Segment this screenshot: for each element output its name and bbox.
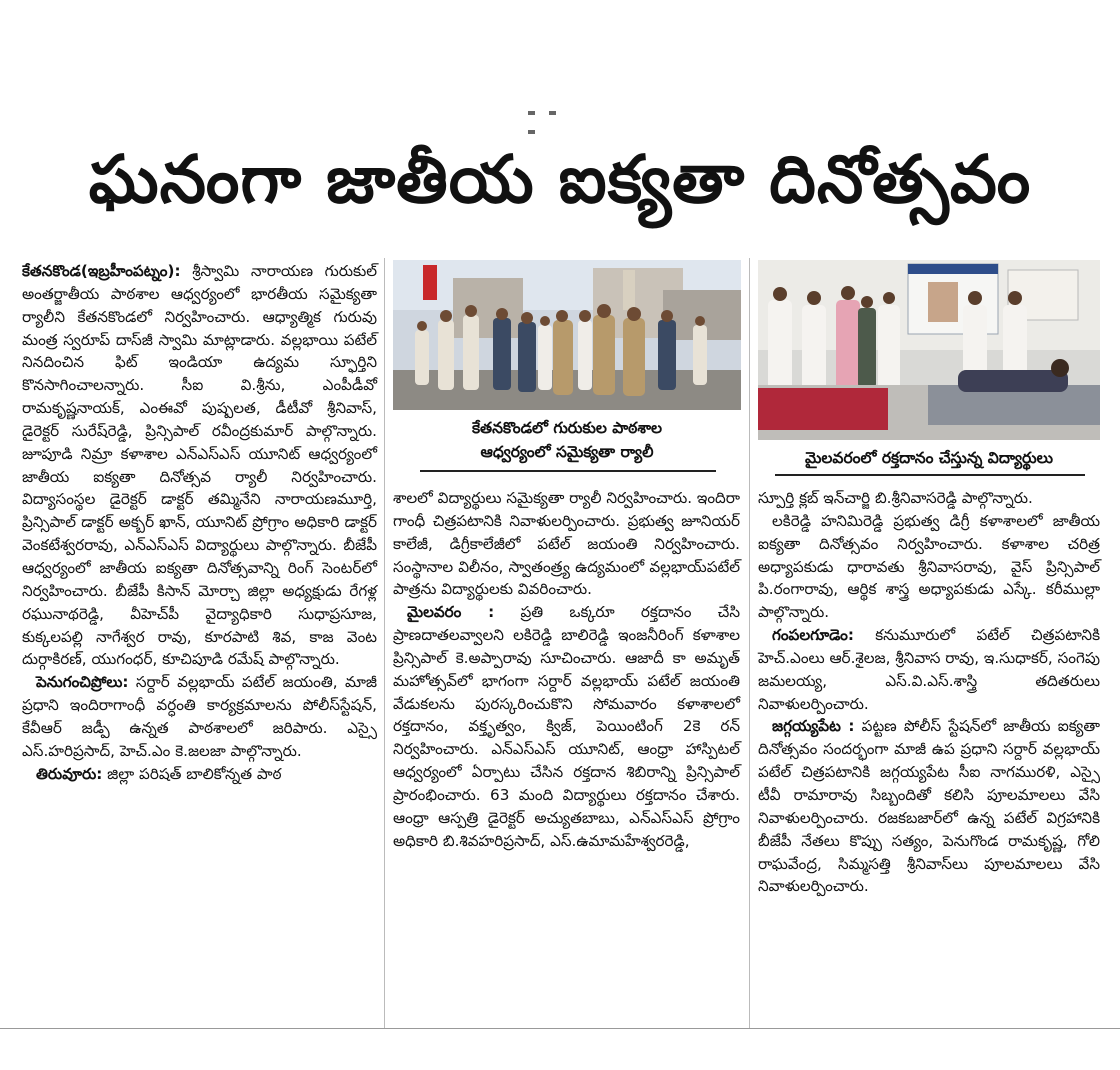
dateline: పెనుగంచిప్రోలు:: [36, 673, 129, 692]
paragraph-text: శ్రీస్వామి నారాయణ గురుకుల్ అంతర్జాతీయ పాఠశాల ఆధ్వర్యంలో భారతీయ సమైక్యతా ర్యాలీని కేతనకొండలో నిర్వహించారు. ఆధ్యాత్మిక గురువు మంత్ర స్వరూప్ దాస్‌జీ స్వామి మాట్లాడారు. వల్లభాయి పటేల్ నినదించిన ఫిట్ ఇండియా ఉద్యమ స్ఫూర్తిని కొనసాగించాలన్నారు. సీఐ వి.శ్రీను, ఎంపీడీవో రామకృష్ణనాయక్, ఎంఈవో పుష్పలత, డీటీవో శ్రీనివాస్, డైరెక్టర్ సురేష్‌రెడ్డి, ప్రిన్సిపాల్ రవీంద్రకుమార్ పాల్గొన్నారు. జూపూడి నిమ్రా కళాశాల ఎన్ఎస్ఎస్ యూనిట్ ఆధ్వర్యంలో జాతీయ ఐక్యతా దినోత్సవ ర్యాలీ నిర్వహించారు. విద్యాసంస్థల డైరెక్టర్ డాక్టర్ తమ్మినేని నారాయణమూర్తి, ప్రిన్సిపాల్ డాక్టర్ అక్బర్ ఖాన్, యూనిట్ ప్రోగ్రాం అధికారి డాక్టర్ వెంకటేశ్వరరావు, ఎన్ఎస్ఎస్ విద్యార్థులు పాల్గొన్నారు. బీజేపీ ఆధ్వర్యంలో జాతీయ ఐక్యతా దినోత్సవాన్ని రింగ్ సెంటర్‌లో నిర్వహించారు. బీజేపీ కిసాన్ మోర్చా జిల్లా అధ్యక్షుడు రేగళ్ల రఘునాథరెడ్డి, వీహెచ్‌పీ వైద్యాధికారి సుధాప్రసూజ, కుక్కలపల్లి నాగేశ్వర రావు, కూరపాటి శివ, కాజ వెంట దుర్గాకిరణ్, యుగంధర్, కూచిపూడి రమేష్ పాల్గొన్నారు.: [22, 262, 377, 669]
page-bottom-rule: [0, 1028, 1120, 1029]
paragraph: లకిరెడ్డి హనిమిరెడ్డి ప్రభుత్వ డిగ్రీ కళాశాలలో జాతీయ ఐక్యతా దినోత్సవం నిర్వహించారు. కళాశాల చరిత్ర అధ్యాపకుడు ధారావతు శ్రీనివాసరావు, వైస్ ప్రిన్సిపాల్ పి.రంగారావు, ఆర్థిక శాస్త్ర అధ్యాపకుడు ఎస్కే. కరీముల్లా పాల్గొన్నారు.: [758, 511, 1100, 622]
article-column-1: [22, 260, 377, 785]
paragraph: [758, 715, 1100, 898]
article-column-2: [393, 487, 740, 853]
blood-donation-photo-caption: మైలవరంలో రక్తదానం చేస్తున్న విద్యార్థులు: [805, 449, 1053, 467]
rally-photo-caption: [393, 416, 741, 464]
paragraph-text: పట్టణ పోలీస్ స్టేషన్‌లో జాతీయ ఐక్యతా దినోత్సవం సందర్భంగా మాజీ ఉప ప్రధాని సర్దార్ వల్లభాయ్ పటేల్ చిత్రపటానికి జగ్గయ్యపేట సీఐ నాగమురళి, ఎస్సై టీవీ రామారావు సిబ్బందితో కలిసి పూలమాలలు వేసి నివాళులర్పించారు. రజకబజార్‌లో ఉన్న పటేల్ విగ్రహానికి బీజేపీ నేతలు కొప్పు సత్యం, పెనుగొండ రామకృష్ణ, గోలి రాఘవేంద్ర, సిమ్మసత్తి శ్రీనివాస్‌లు పూలమాలలు వేసి నివాళులర్పించారు.: [758, 717, 1100, 896]
article-column-3: [758, 487, 1100, 898]
paragraph: [22, 671, 377, 762]
paragraph: [22, 260, 377, 671]
paragraph: స్పూర్తి క్లబ్ ఇన్‌చార్జి బి.శ్రీనివాసరెడ్డి పాల్గొన్నారు.: [758, 489, 1033, 507]
dateline: గంపలగూడెం:: [772, 626, 854, 645]
rally-photo: [393, 260, 741, 410]
headline: ఘనంగా జాతీయ ఐక్యతా దినోత్సవం: [88, 141, 1032, 218]
column-divider: [384, 258, 385, 1028]
paragraph-text: ప్రతి ఒక్కరూ రక్తదానం చేసి ప్రాణదాతలవ్వాలని లకిరెడ్డి బాలిరెడ్డి ఇంజనీరింగ్ కళాశాల ప్రిన్సిపాల్ కె.అప్పారావు సూచించారు. ఆజాదీ కా అమృత్ మహోత్సవ్‌లో భాగంగా సర్దార్ వల్లభాయ్ పటేల్ జయంతి వేడుకలను పురస్కరించుకొని సోమవారం కళాశాలలో రక్తదానం, వక్తృత్వం, క్విజ్, పెయింటింగ్ 2కె రన్ నిర్వహించారు. ఎన్ఎస్ఎస్ యూనిట్, ఆంధ్రా హాస్పిటల్ ఆధ్వర్యంలో ఏర్పాటు చేసిన రక్తదాన శిబిరాన్ని ప్రిన్సిపాల్ ప్రారంభించారు. 63 మంది విద్యార్థులు రక్తదానం చేశారు. ఆంధ్రా ఆస్పత్రి డైరెక్టర్ అచ్యుతబాబు, ఎన్ఎస్ఎస్ ప్రోగ్రాం అధికారి బి.శివహరిప్రసాద్, ఎస్.ఉమామహేశ్వరరెడ్డి,: [393, 603, 740, 850]
dateline: తిరువూరు:: [36, 764, 103, 783]
paragraph: [22, 763, 377, 786]
caption-underline: [775, 474, 1085, 476]
dateline: జగ్గయ్యపేట :: [772, 717, 855, 736]
paragraph: [393, 601, 740, 852]
caption-line: ఆధ్వర్యంలో సమైక్యతా ర్యాలీ: [480, 443, 654, 461]
masthead-marks: [528, 100, 586, 105]
dateline: మైలవరం :: [407, 603, 495, 622]
dateline: కేతనకొండ(ఇబ్రహీంపట్నం):: [22, 262, 181, 280]
paragraph: శాలలో విద్యార్థులు సమైక్యతా ర్యాలీ నిర్వహించారు. ఇందిరా గాంధీ చిత్రపటానికి నివాళులర్పించారు. ప్రభుత్వ జూనియర్ కాలేజీ, డిగ్రీకాలేజీలో పటేల్ జయంతి నిర్వహించారు. సంస్థానాల విలీనం, స్వాతంత్ర్య ఉద్యమంలో వల్లభాయ్‌పటేల్ పాత్రను విద్యార్థులకు వివరించారు.: [393, 489, 740, 599]
paragraph-text: సర్దార్ వల్లభాయ్ పటేల్ జయంతి, మాజీ ప్రధాని ఇందిరాగాంధీ వర్ధంతి కార్యక్రమాలను పోలీస్‌స్టేషన్, కేవీఆర్ జడ్పీ ఉన్నత పాఠశాలలో జరిపారు. ఎస్సై ఎస్.హరిప్రసాద్, హెచ్.ఎం కె.జలజా పాల్గొన్నారు.: [22, 673, 377, 760]
blood-donation-photo: [758, 260, 1100, 440]
caption-underline: [420, 470, 716, 472]
column-divider: [749, 258, 750, 1028]
caption-line: కేతనకొండలో గురుకుల పాఠశాల: [471, 419, 663, 437]
paragraph-text: జిల్లా పరిషత్ బాలికోన్నత పాఠ: [102, 764, 282, 783]
paragraph-text: కనుమూరులో పటేల్ చిత్రపటానికి హెచ్.ఎంలు ఆర్.శైలజ, శ్రీనివాస రావు, ఇ.సుధాకర్, సంగెపు జమలయ్య, ఎస్.వి.ఎస్.శాస్త్రి తదితరులు నివాళులర్పించారు.: [758, 626, 1100, 713]
paragraph: [758, 624, 1100, 715]
